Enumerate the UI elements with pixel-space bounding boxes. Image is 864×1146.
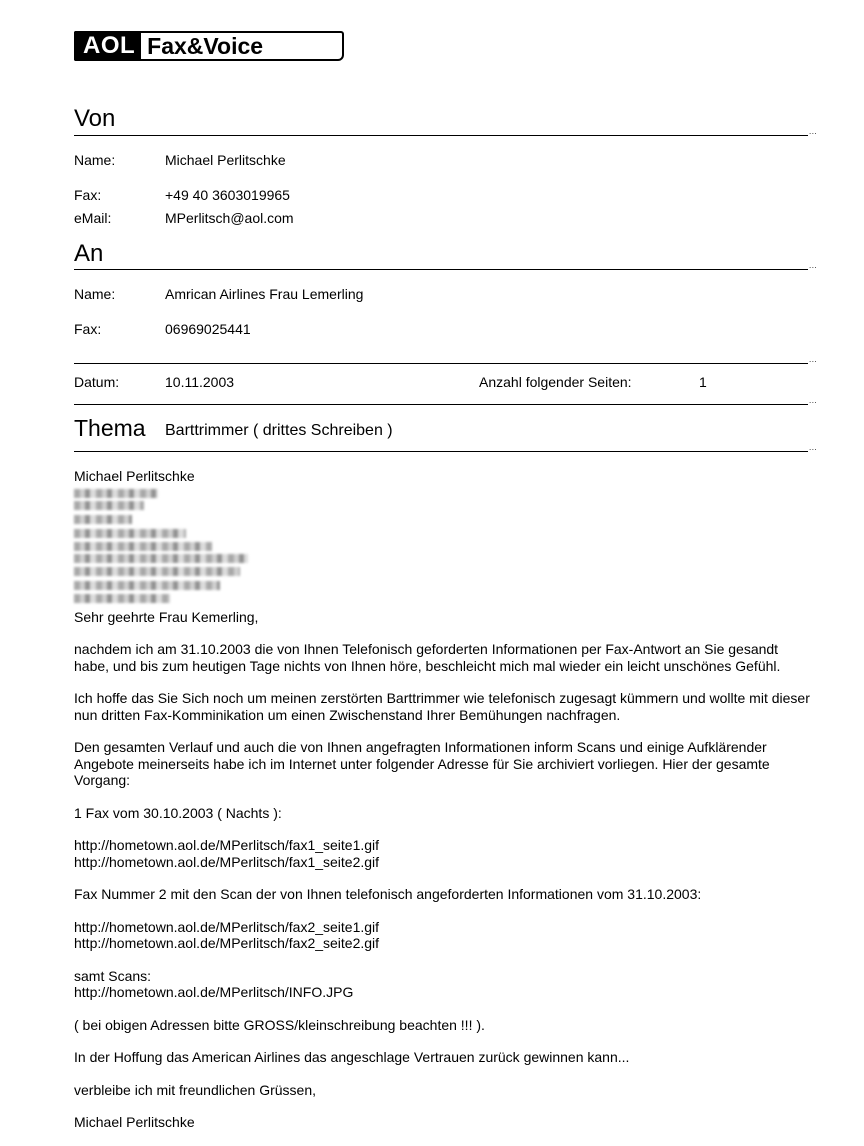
to-name-label: Name:	[74, 286, 116, 302]
fax1-link-2: http://hometown.aol.de/MPerlitsch/fax1_seite2.gif	[74, 853, 380, 870]
scans-link: http://hometown.aol.de/MPerlitsch/INFO.JPG	[74, 984, 354, 1000]
subject-text: Barttrimmer ( drittes Schreiben )	[165, 422, 393, 439]
meta-top-divider	[74, 363, 808, 364]
to-divider	[74, 269, 808, 270]
subject-divider-dots: ...	[809, 443, 818, 452]
from-name-value: Michael Perlitschke	[165, 152, 286, 168]
scans-title: samt Scans:	[74, 967, 152, 984]
from-fax-value: +49 40 3603019965	[165, 187, 290, 203]
logo-brand: AOL	[74, 31, 141, 61]
aol-fax-voice-logo	[74, 31, 344, 61]
closing: verbleibe ich mit freundlichen Grüssen,	[74, 1081, 317, 1098]
hope-sentence: In der Hoffung das American Airlines das angeschlage Vertrauen zurück gewinnen kann...	[74, 1049, 630, 1065]
fax2-title: Fax Nummer 2 mit den Scan der von Ihnen telefonisch angeforderten Informationen vom 31.10.2003:	[74, 886, 702, 902]
letter-body	[74, 468, 814, 1131]
pages-value: 1	[699, 374, 707, 390]
greeting: Sehr geehrte Frau Kemerling,	[74, 608, 259, 625]
paragraph-2: Ich hoffe das Sie Sich noch um meinen zerstörten Barttrimmer wie telefonisch zugesagt kümmern und wollte mit dieser nun dritten Fax-Komminikation um einen Zwischenstand Ihrer Bemühungen nachfragen.	[74, 690, 810, 723]
sender-name: Michael Perlitschke	[74, 468, 195, 484]
signature: Michael Perlitschke	[74, 1114, 195, 1130]
from-fax-label: Fax:	[74, 187, 102, 203]
fax2-link-2: http://hometown.aol.de/MPerlitsch/fax2_seite2.gif	[74, 935, 380, 951]
date-value: 10.11.2003	[165, 374, 235, 390]
meta-top-divider-dots: ...	[809, 355, 818, 364]
meta-bottom-divider-dots: ...	[809, 396, 818, 405]
subject-divider	[74, 451, 808, 452]
pages-label: Anzahl folgender Seiten:	[479, 374, 632, 390]
to-divider-dots: ...	[809, 261, 818, 270]
case-note: ( bei obigen Adressen bitte GROSS/kleinschreibung beachten !!! ).	[74, 1016, 485, 1033]
to-fax-value: 06969025441	[165, 321, 251, 337]
paragraph-3: Den gesamten Verlauf und auch die von Ihnen angefragten Informationen inform Scans und einige Aufklärender Angebote meinerseits habe ich im Internet unter folgender Adresse für Sie archiviert vorliegen. Hier der gesamte Vorgang:	[74, 739, 770, 788]
fax1-title: 1 Fax vom 30.10.2003 ( Nachts ):	[74, 804, 282, 821]
meta-bottom-divider	[74, 404, 808, 405]
fax2-link-1: http://hometown.aol.de/MPerlitsch/fax2_seite1.gif	[74, 918, 380, 935]
paragraph-1: nachdem ich am 31.10.2003 die von Ihnen Telefonisch geforderten Informationen per Fax-Antwort an Sie gesandt habe, und bis zum heutigen Tage nichts von Ihnen höre, beschleicht mich mal wieder ein leicht unschönes Gefühl.	[74, 641, 781, 674]
from-email-label: eMail:	[74, 210, 112, 226]
logo-product: Fax&Voice	[141, 31, 344, 61]
to-heading: An	[74, 240, 104, 267]
subject-label: Thema	[74, 415, 146, 441]
from-heading: Von	[74, 105, 116, 132]
from-email-value: MPerlitsch@aol.com	[165, 210, 294, 226]
redacted-address-block	[74, 487, 264, 605]
to-fax-label: Fax:	[74, 321, 102, 337]
date-label: Datum:	[74, 374, 120, 390]
from-divider-dots: ...	[809, 127, 818, 136]
from-name-label: Name:	[74, 152, 116, 168]
to-name-value: Amrican Airlines Frau Lemerling	[165, 286, 364, 302]
from-divider	[74, 135, 808, 136]
fax1-link-1: http://hometown.aol.de/MPerlitsch/fax1_seite1.gif	[74, 837, 380, 853]
